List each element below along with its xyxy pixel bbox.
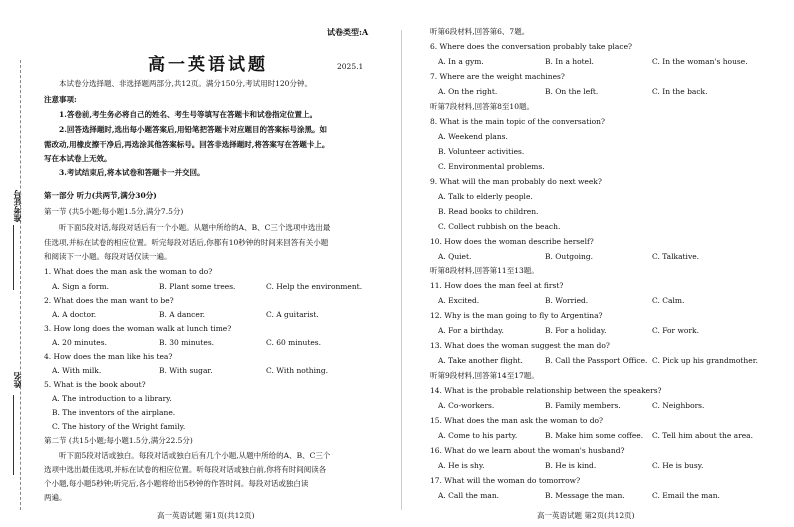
section1-instruction-1: 听下面5段对话,每段对话后有一个小题。从题中所给的A、B、C三个选项中选出最 [59,223,331,232]
q5-option-b: B. The inventors of the airplane. [52,408,176,417]
q17-option-a: A. Call the man. [438,491,500,500]
q16-option-a: A. He is shy. [438,461,485,470]
q16-option-c: C. He is busy. [652,461,704,470]
section2-instruction-1: 听下面5段对话或独白。每段对话或独白后有几个小题,从题中所给的A、B、C三个 [59,451,331,460]
section1-instruction-3: 和阅读下一小题。每段对话仅读一遍。 [44,252,172,261]
q2-option-c: C. A guitarist. [266,310,319,319]
section1-instruction-2: 佳选项,并标在试卷的相应位置。听完每段对话后,你都有10秒钟的时间来回答有关小题 [44,238,329,247]
material-9-label: 听第9段材料,回答第14至17题。 [430,371,539,380]
exam-date: 2025.1 [337,62,364,71]
footer-left: 高一英语试题 第1页(共12页) [157,511,255,520]
q3-option-b: B. 30 minutes. [159,338,215,347]
q1-option-c: C. Help the environment. [266,282,363,291]
q4-option-a: A. With milk. [52,366,102,375]
q10-option-b: B. Outgoing. [545,252,594,261]
section2-instruction-3: 个小题,每小题5秒钟;听完后,各小题将给出5秒钟的作答时间。每段对话或独白读 [44,479,309,488]
question-12: 12. Why is the man going to fly to Argentina? [430,311,603,320]
page-title: 高一英语试题 [148,55,268,75]
q3-option-a: A. 20 minutes. [52,338,107,347]
section2-heading: 第二节 (共15小题;每小题1.5分,满分22.5分) [44,436,193,445]
q13-option-a: A. Take another flight. [438,356,523,365]
q10-option-a: A. Quiet. [438,252,472,261]
q8-option-c: C. Environmental problems. [438,162,545,171]
q9-option-a: A. Talk to elderly people. [438,192,533,201]
question-13: 13. What does the woman suggest the man do? [430,341,610,350]
section2-instruction-2: 选项中选出最佳选项,并标在试卷的相应位置。听每段对话或独白前,你将有时间阅读各 [44,465,327,474]
q9-option-b: B. Read books to children. [438,207,539,216]
q8-option-b: B. Volunteer activities. [438,147,525,156]
q3-option-c: C. 60 minutes. [266,338,322,347]
question-10: 10. How does the woman describe herself? [430,237,594,246]
question-2: 2. What does the man want to be? [44,296,174,305]
q6-option-c: C. In the woman's house. [652,57,748,66]
binding-line [20,60,21,510]
q4-option-b: B. With sugar. [159,366,213,375]
q5-option-c: C. The history of the Wright family. [52,422,186,431]
question-6: 6. Where does the conversation probably take place? [430,42,633,51]
q16-option-b: B. He is kind. [545,461,597,470]
question-3: 3. How long does the woman walk at lunch time? [44,324,232,333]
q13-option-c: C. Pick up his grandmother. [652,356,758,365]
q9-option-c: C. Collect rubbish on the beach. [438,222,561,231]
note-3: 3.考试结束后,将本试卷和答题卡一并交回。 [59,168,205,177]
q7-option-b: B. On the left. [545,87,599,96]
q14-option-a: A. Co-workers. [438,401,495,410]
note-1: 1.答卷前,考生务必将自己的姓名、考生号等填写在答题卡和试卷指定位置上。 [59,110,317,119]
question-4: 4. How does the man like his tea? [44,352,173,361]
question-17: 17. What will the woman do tomorrow? [430,476,581,485]
candidate-number-label: 准考证号 [12,190,22,222]
q13-option-b: B. Call the Passport Office. [545,356,648,365]
q12-option-c: C. For work. [652,326,699,335]
q14-option-b: B. Family members. [545,401,621,410]
part1-heading: 第一部分 听力(共两节,满分30分) [44,191,157,200]
question-14: 14. What is the probable relationship between the speakers? [430,386,662,395]
q8-option-a: A. Weekend plans. [438,132,508,141]
q5-option-a: A. The introduction to a library. [52,394,172,403]
note-2c: 写在本试卷上无效。 [44,154,112,163]
paper-type: 试卷类型:A [327,27,369,37]
q15-option-a: A. Come to his party. [438,431,518,440]
question-15: 15. What does the man ask the woman to do? [430,416,604,425]
q17-option-c: C. Email the man. [652,491,720,500]
q11-option-a: A. Excited. [438,296,480,305]
question-9: 9. What will the man probably do next week? [430,177,602,186]
q1-option-b: B. Plant some trees. [159,282,236,291]
q4-option-c: C. With nothing. [266,366,329,375]
question-8: 8. What is the main topic of the conversation? [430,117,606,126]
question-16: 16. What do we learn about the woman's husband? [430,446,625,455]
footer-right: 高一英语试题 第2页(共12页) [537,511,635,520]
question-7: 7. Where are the weight machines? [430,72,565,81]
q10-option-c: C. Talkative. [652,252,700,261]
q15-option-c: C. Tell him about the area. [652,431,754,440]
q2-option-b: B. A dancer. [159,310,205,319]
name-blank [13,395,14,475]
q2-option-a: A. A doctor. [52,310,97,319]
notes-title: 注意事项: [44,95,77,104]
note-2b: 需改动,用橡皮擦干净后,再选涂其他答案标号。回答非选择题时,将答案写在答题卡上。 [44,140,330,149]
material-8-label: 听第8段材料,回答第11至13题。 [430,266,539,275]
q7-option-a: A. On the right. [438,87,498,96]
q11-option-b: B. Worried. [545,296,589,305]
section1-heading: 第一节 (共5小题;每小题1.5分,满分7.5分) [44,207,184,216]
q14-option-c: C. Neighbors. [652,401,705,410]
q17-option-b: B. Message the man. [545,491,625,500]
q11-option-c: C. Calm. [652,296,685,305]
q15-option-b: B. Make him some coffee. [545,431,644,440]
q1-option-a: A. Sign a form. [52,282,109,291]
page-divider [401,30,402,510]
question-1: 1. What does the man ask the woman to do? [44,267,213,276]
q12-option-a: A. For a birthday. [438,326,504,335]
q6-option-b: B. In a hotel. [545,57,594,66]
section2-instruction-4: 两遍。 [44,493,67,502]
name-label: 姓名 [12,372,22,388]
intro-line: 本试卷分选择题、非选择题两部分,共12页。满分150分,考试用时120分钟。 [59,79,312,88]
candidate-number-blank [13,225,14,290]
material-6-label: 听第6段材料,回答第6、7题。 [430,27,530,36]
question-5: 5. What is the book about? [44,380,146,389]
note-2a: 2.回答选择题时,选出每小题答案后,用铅笔把答题卡对应题目的答案标号涂黑。如 [59,125,328,134]
q7-option-c: C. In the back. [652,87,708,96]
q12-option-b: B. For a holiday. [545,326,607,335]
material-7-label: 听第7段材料,回答第8至10题。 [430,102,534,111]
question-11: 11. How does the man feel at first? [430,281,564,290]
q6-option-a: A. In a gym. [438,57,484,66]
